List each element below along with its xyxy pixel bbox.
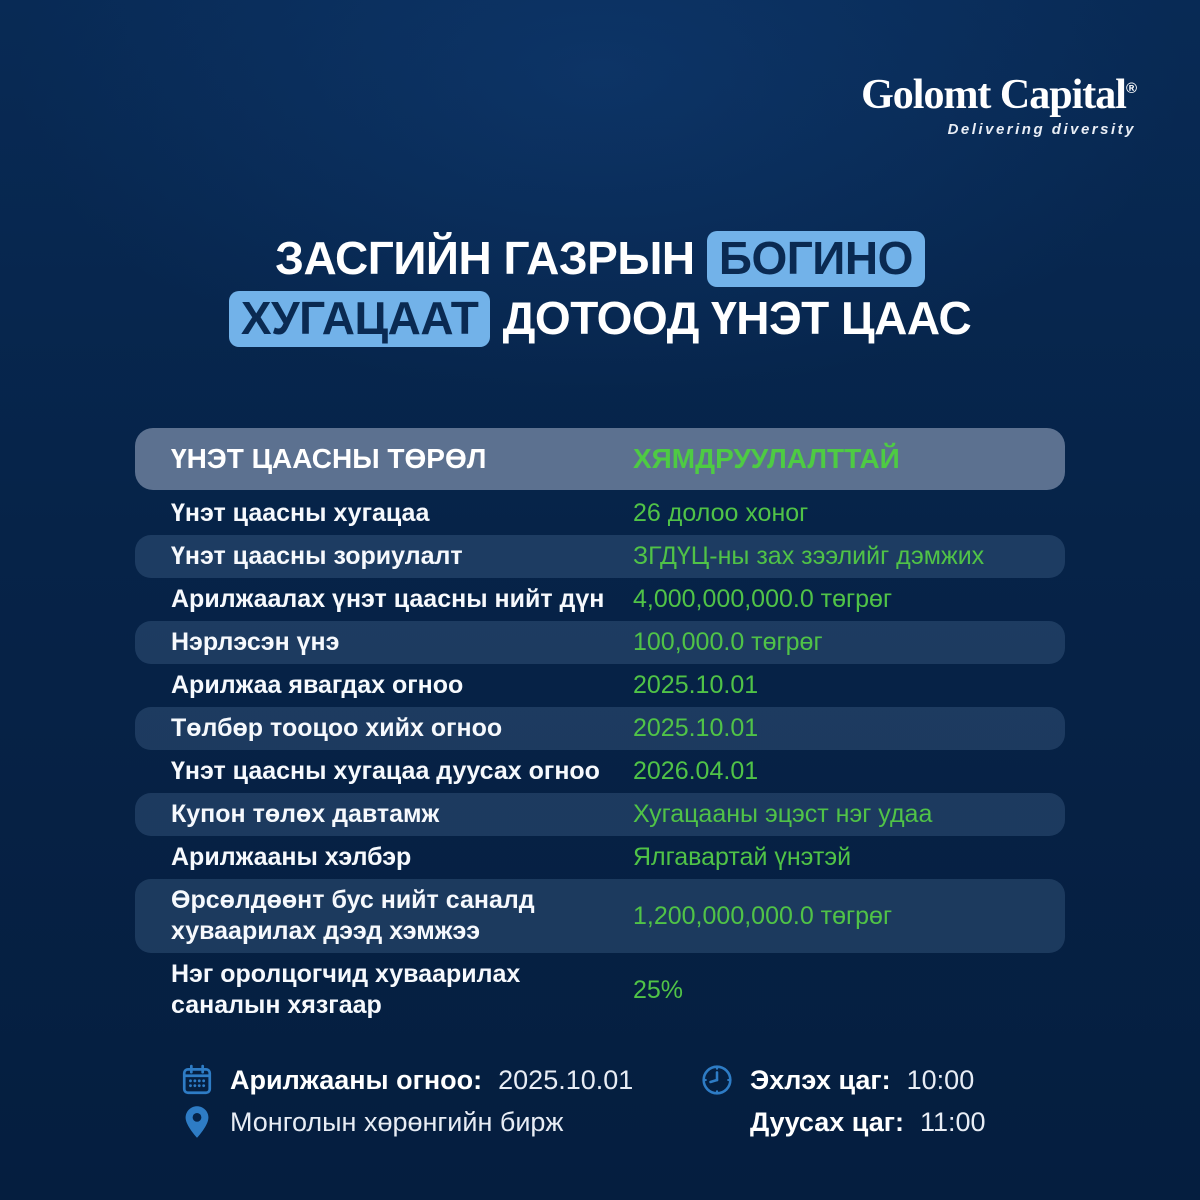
table-header-value: ХЯМДРУУЛАЛТТАЙ <box>633 443 900 474</box>
row-label: Төлбөр тооцоо хийх огноо <box>171 714 503 742</box>
table-row <box>135 953 1065 1027</box>
table-row <box>135 578 1065 621</box>
row-value: 4,000,000,000.0 төгрөг <box>633 585 893 613</box>
table-row <box>135 535 1065 578</box>
footer-right-column <box>700 1060 986 1142</box>
table-row <box>135 621 1065 664</box>
table-row <box>135 879 1065 953</box>
row-label: Өрсөлдөөнт бус нийт саналд хуваарилах дээд хэмжээ <box>171 886 535 945</box>
row-label: Үнэт цаасны зориулалт <box>171 542 463 570</box>
row-value: 2025.10.01 <box>633 671 759 699</box>
row-label: Нэрлэсэн үнэ <box>171 628 340 656</box>
row-label: Үнэт цаасны хугацаа <box>171 499 430 527</box>
table-row <box>135 492 1065 535</box>
row-value: 2026.04.01 <box>633 757 759 785</box>
trade-date-value: 2025.10.01 <box>498 1065 634 1095</box>
title-line-2 <box>0 288 1200 348</box>
end-time-row <box>700 1102 986 1142</box>
row-label: Арилжаалах үнэт цаасны нийт дүн <box>171 585 605 613</box>
table-header-label: ҮНЭТ ЦААСНЫ ТӨРӨЛ <box>171 443 487 474</box>
row-value: 1,200,000,000.0 төгрөг <box>633 901 893 930</box>
title-line1-text: ЗАСГИЙН ГАЗРЫН <box>275 232 695 284</box>
row-label: Арилжаа явагдах огноо <box>171 671 464 699</box>
page-title <box>0 228 1200 348</box>
table-rows <box>135 492 1065 1027</box>
start-time-row <box>700 1060 986 1100</box>
title-highlight-bogino: БОГИНО <box>707 231 925 287</box>
location-pin-icon <box>180 1105 214 1139</box>
end-time-label: Дуусах цаг: <box>750 1107 904 1137</box>
table-row <box>135 750 1065 793</box>
row-label: Купон төлөх давтамж <box>171 800 440 828</box>
row-label: Арилжааны хэлбэр <box>171 843 412 871</box>
row-value: 26 долоо хоног <box>633 499 809 527</box>
clock-icon <box>700 1063 734 1097</box>
venue-row <box>180 1102 700 1142</box>
trade-date-row <box>180 1060 700 1100</box>
row-value: 2025.10.01 <box>633 714 759 742</box>
start-time-label: Эхлэх цаг: <box>750 1065 891 1095</box>
title-line-1 <box>0 228 1200 288</box>
row-value: ЗГДҮЦ-ны зах зээлийг дэмжих <box>633 542 985 570</box>
venue-text: Монголын хөрөнгийн бирж <box>230 1107 564 1137</box>
logo-name-text: Golomt Capital <box>861 72 1126 118</box>
logo-tagline: Delivering diversity <box>947 121 1136 138</box>
trade-date-label: Арилжааны огноо: <box>230 1065 483 1095</box>
table-header-row <box>135 428 1065 490</box>
row-label: Үнэт цаасны хугацаа дуусах огноо <box>171 757 600 785</box>
golomt-capital-logo <box>861 74 1136 137</box>
row-value: Ялгавартай үнэтэй <box>633 843 852 871</box>
registered-trademark-symbol: ® <box>1125 80 1136 97</box>
calendar-icon <box>180 1063 214 1097</box>
row-value: 25% <box>633 975 684 1004</box>
table-row <box>135 836 1065 879</box>
title-line2-text: ДОТООД ҮНЭТ ЦААС <box>502 292 972 344</box>
row-value: Хугацааны эцэст нэг удаа <box>633 800 933 828</box>
footer <box>180 1060 1110 1142</box>
table-row <box>135 664 1065 707</box>
table-row <box>135 793 1065 836</box>
table-row <box>135 707 1065 750</box>
logo-wordmark <box>861 74 1136 116</box>
end-time-value: 11:00 <box>919 1107 986 1137</box>
start-time-value: 10:00 <box>906 1065 975 1095</box>
row-label: Нэг оролцогчид хуваарилах саналын хязгаар <box>171 960 521 1019</box>
title-highlight-hugatsaat: ХУГАЦААТ <box>229 291 491 347</box>
row-value: 100,000.0 төгрөг <box>633 628 823 656</box>
securities-info-table <box>135 428 1065 1027</box>
footer-left-column <box>180 1060 700 1142</box>
